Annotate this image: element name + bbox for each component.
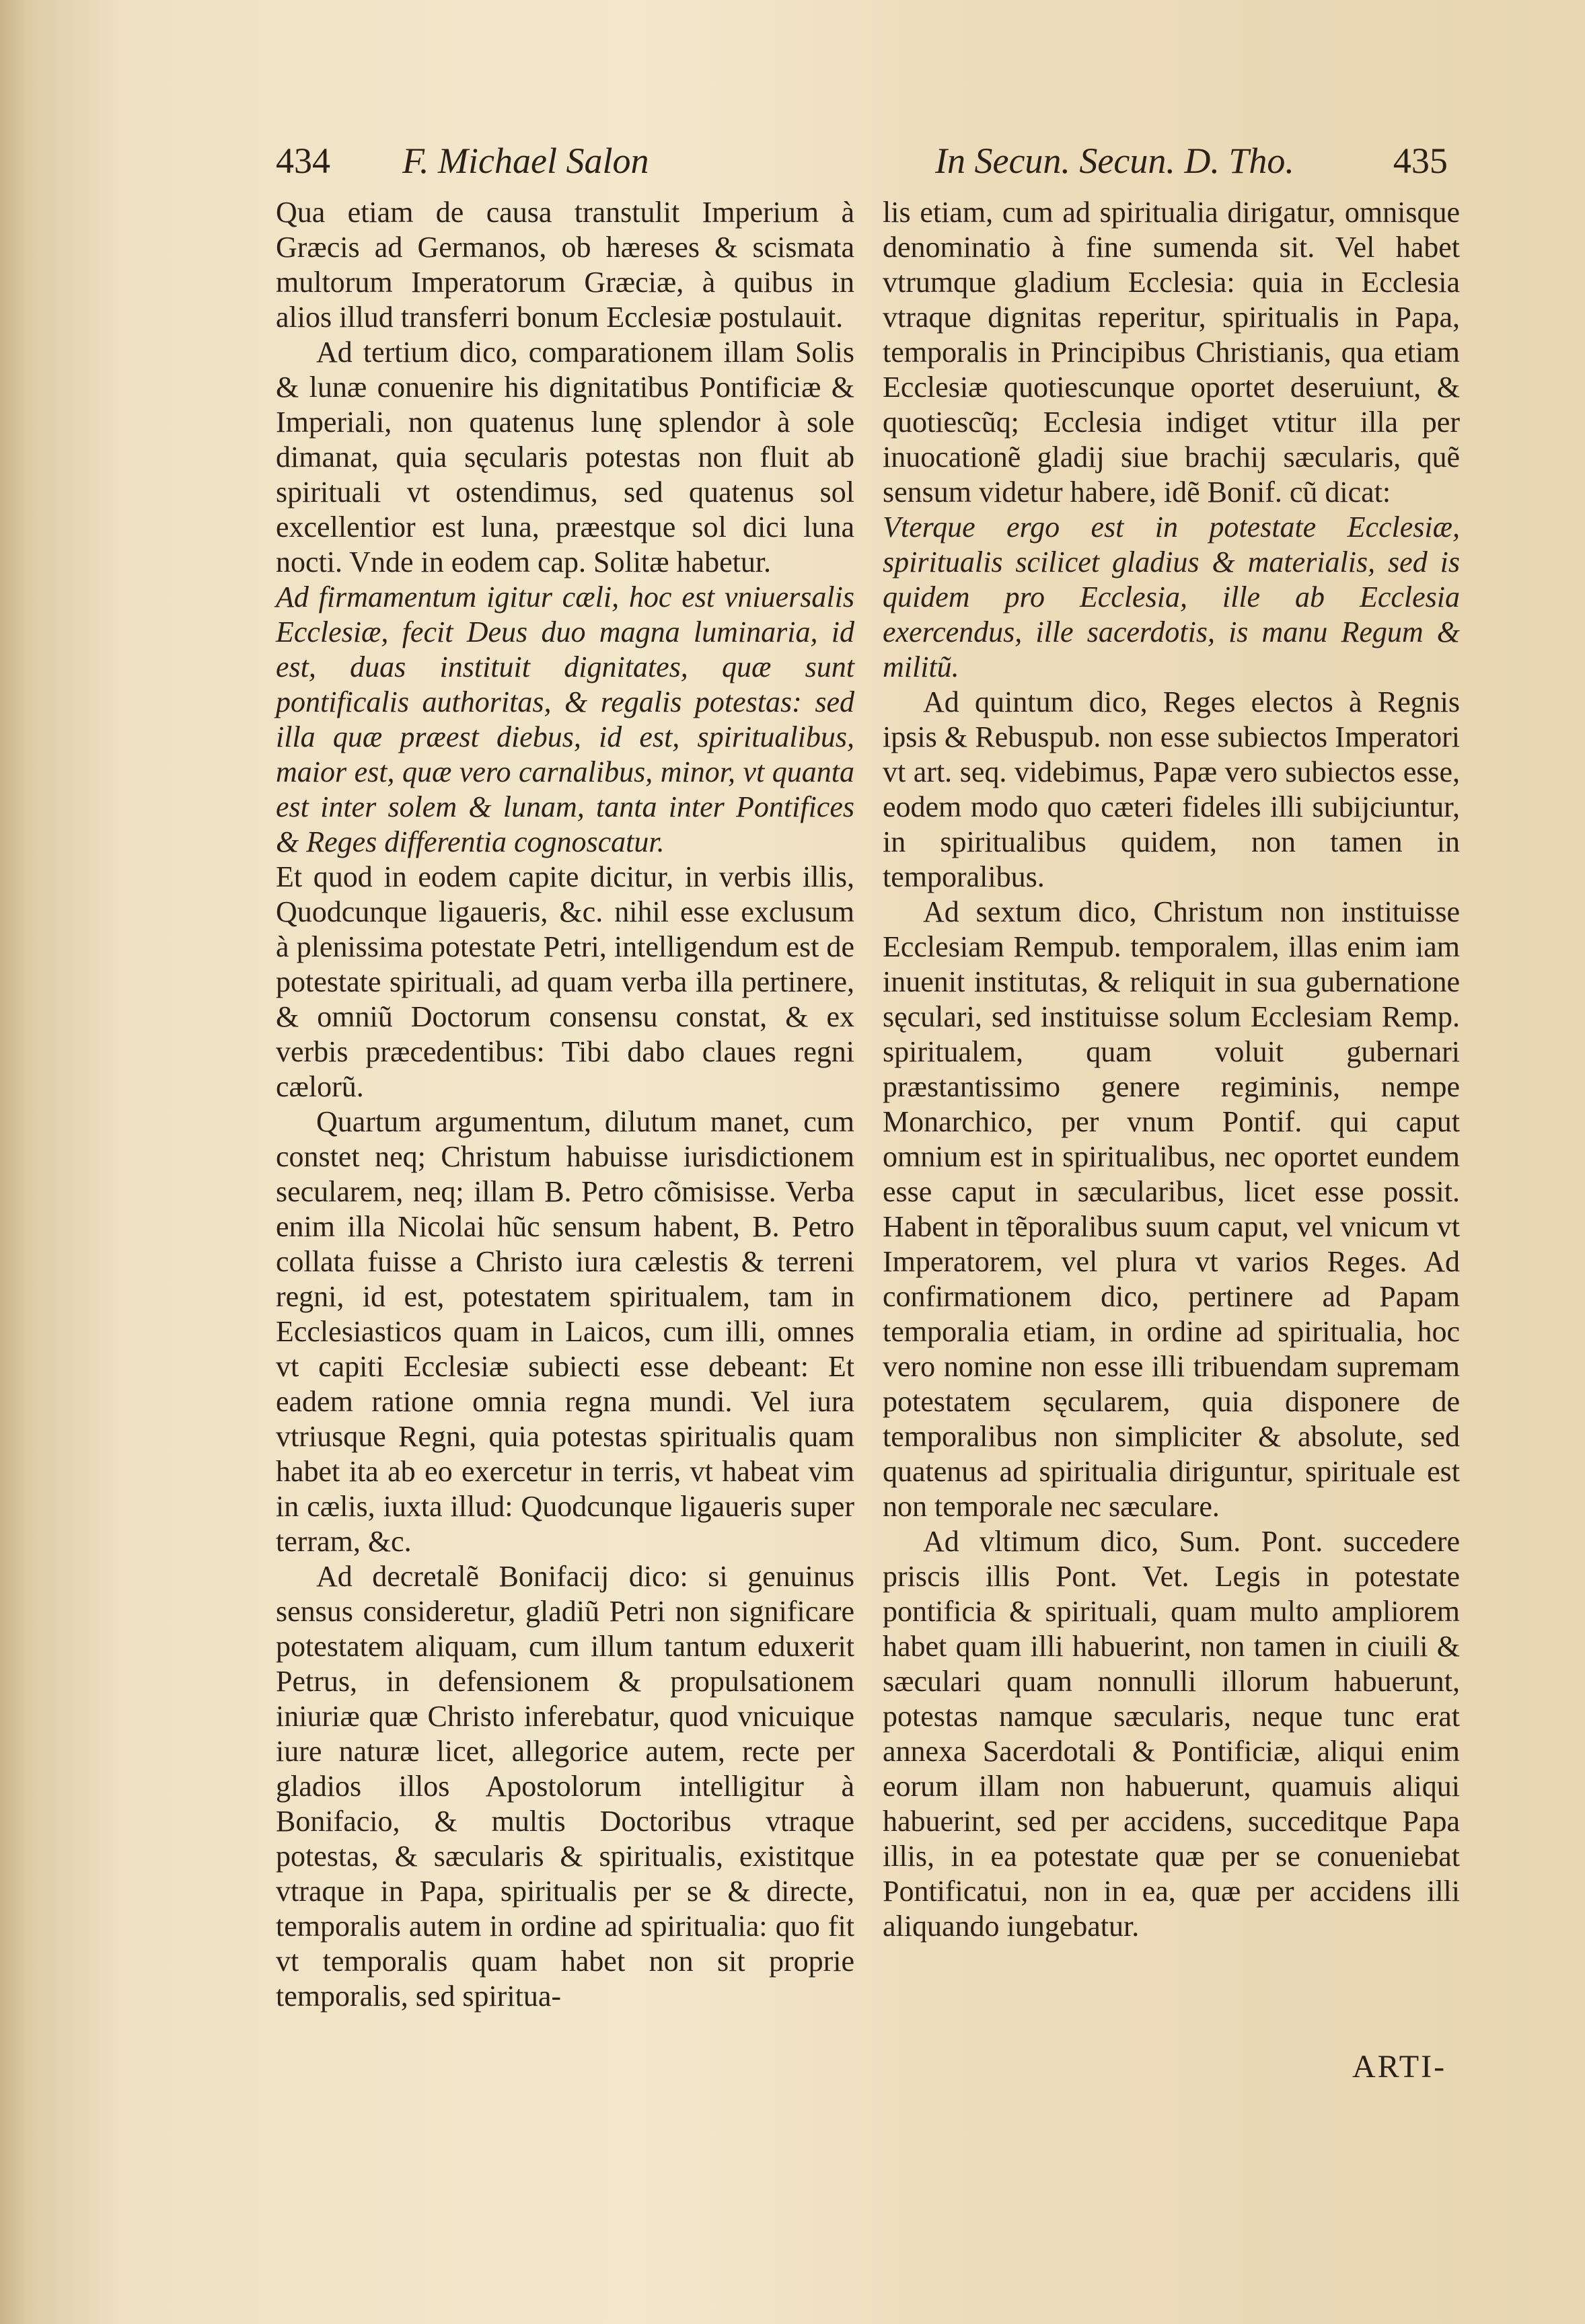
- left-page-number: 434: [276, 141, 330, 181]
- quotation: Vterque ergo est in potestate Ecclesiæ, spiritualis scilicet gladius & materialis, sed is quidem pro Ecclesia, ille ab Ecclesia exercendus, ille sacerdotis, is manu Regum & militũ.: [883, 511, 1460, 683]
- right-running-title: In Secun. Secun. D. Tho.: [935, 141, 1294, 181]
- paragraph: Et quod in eodem capite dicitur, in verbis illis, Quodcunque ligaueris, &c. nihil esse exclusum à plenissima potestate Petri, intelligendum est de potestate spirituali, ad quam verba illa pertinere, & omniũ Doctorum consensu constat, & ex verbis præcedentibus: Tibi dabo claues regni cælorũ.: [276, 860, 854, 1103]
- catchword: ARTI-: [1352, 2049, 1447, 2085]
- paragraph: Ad vltimum dico, Sum. Pont. succedere priscis illis Pont. Vet. Legis in potestate pontificia & spirituali, quam multo ampliorem habet quam illi habuerint, non tamen in ciuili & sæculari quam nonnulli illorum habuerunt, potestas namque sæcularis, neque tunc erat annexa Sacerdotali & Pontificiæ, aliqui enim eorum illam non habuerunt, quamuis aliqui habuerint, sed per accidens, succeditque Papa illis, in ea potestate quæ per se conueniebat Pontificatui, non in ea, quæ per accidens illi aliquando iungebatur.: [883, 1525, 1460, 1943]
- paragraph: Ad decretalẽ Bonifacij dico: si genuinus sensus consideretur, gladiũ Petri non significare potestatem aliquam, cum illum tantum eduxerit Petrus, in defensionem & propulsationem iniuriæ quæ Christo inferebatur, quod vnicuique iure naturæ licet, allegorice autem, recte per gladios illos Apostolorum intelligitur à Bonifacio, & multis Doctoribus vtraque potestas, & sæcularis & spiritualis, existitque vtraque in Papa, spiritualis per se & directe, temporalis autem in ordine ad spiritualia: quo fit vt temporalis quam habet non sit proprie temporalis, sed spiritua-: [276, 1560, 854, 2013]
- left-header: [276, 140, 649, 182]
- paragraph: Ad sextum dico, Christum non instituisse Ecclesiam Rempub. temporalem, illas enim iam inuenit institutas, & reliquit in sua gubernatione sęculari, sed instituisse solum Ecclesiam Remp. spiritualem, quam voluit gubernari præstantissimo genere regiminis, nempe Monarchico, per vnum Pontif. qui caput omnium est in spiritualibus, nec oportet eundem esse caput in sæcularibus, licet esse possit. Habent in tẽporalibus suum caput, vel vnicum vt Imperatorem, vel plura vt varios Reges. Ad confirmationem dico, pertinere ad Papam temporalia etiam, in ordine ad spiritualia, hoc vero nomine non esse illi tribuendam supremam potestatem sęcularem, quia disponere de temporalibus non simpliciter & absolute, sed quatenus ad spiritualia diriguntur, spirituale est non temporale nec sæculare.: [883, 895, 1460, 1523]
- spine-shadow: [0, 0, 27, 2324]
- right-page-number: 435: [1393, 141, 1448, 181]
- left-text-column: [276, 195, 854, 2014]
- paragraph: Qua etiam de causa transtulit Imperium à Græcis ad Germanos, ob hæreses & scismata multorum Imperatorum Græciæ, à quibus in alios illud transferri bonum Ecclesiæ postulauit.: [276, 196, 854, 334]
- right-header: [935, 140, 1448, 182]
- paragraph: Ad quintum dico, Reges electos à Regnis ipsis & Rebuspub. non esse subiectos Imperatori vt art. seq. videbimus, Papæ vero subiectos esse, eodem modo quo cæteri fideles illi subijciuntur, in spiritualibus quidem, non tamen in temporalibus.: [883, 685, 1460, 893]
- paragraph: lis etiam, cum ad spiritualia dirigatur, omnisque denominatio à fine sumenda sit. Vel habet vtrumque gladium Ecclesia: quia in Ecclesia vtraque dignitas reperitur, spiritualis in Papa, temporalis in Principibus Christianis, qua etiam Ecclesiæ quotiescunque oportet deseruiunt, & quotiescũq; Ecclesia indiget vtitur illa per inuocationẽ gladij siue brachij sæcularis, quẽ sensum videtur habere, idẽ Bonif. cũ dicat:: [883, 196, 1460, 509]
- paragraph: Quartum argumentum, dilutum manet, cum constet neq; Christum habuisse iurisdictionem secularem, neq; illam B. Petro cõmisisse. Verba enim illa Nicolai hũc sensum habent, B. Petro collata fuisse a Christo iura cælestis & terreni regni, id est, potestatem spiritualem, tam in Ecclesiasticos quam in Laicos, cum illi, omnes vt capiti Ecclesiæ subiecti esse debeant: Et eadem ratione omnia regna mundi. Vel iura vtriusque Regni, quia potestas spiritualis quam habet ita ab eo exercetur in terris, vt habeat vim in cælis, iuxta illud: Quodcunque ligaueris super terram, &c.: [276, 1105, 854, 1558]
- quotation: Ad firmamentum igitur cæli, hoc est vniuersalis Ecclesiæ, fecit Deus duo magna luminaria, id est, duas instituit dignitates, quæ sunt pontificalis authoritas, & regalis potestas: sed illa quæ præest diebus, id est, spiritualibus, maior est, quæ vero carnalibus, minor, vt quanta est inter solem & lunam, tanta inter Pontifices & Reges differentia cognoscatur.: [276, 580, 854, 858]
- paragraph: Ad tertium dico, comparationem illam Solis & lunæ conuenire his dignitatibus Pontificiæ & Imperiali, non quatenus lunę splendor à sole dimanat, quia sęcularis potestas non fluit ab spirituali vt ostendimus, sed quatenus sol excellentior est luna, præestque sol dici luna nocti. Vnde in eodem cap. Solitæ habetur.: [276, 336, 854, 578]
- right-text-column: [883, 195, 1460, 1944]
- left-running-title: F. Michael Salon: [402, 141, 649, 181]
